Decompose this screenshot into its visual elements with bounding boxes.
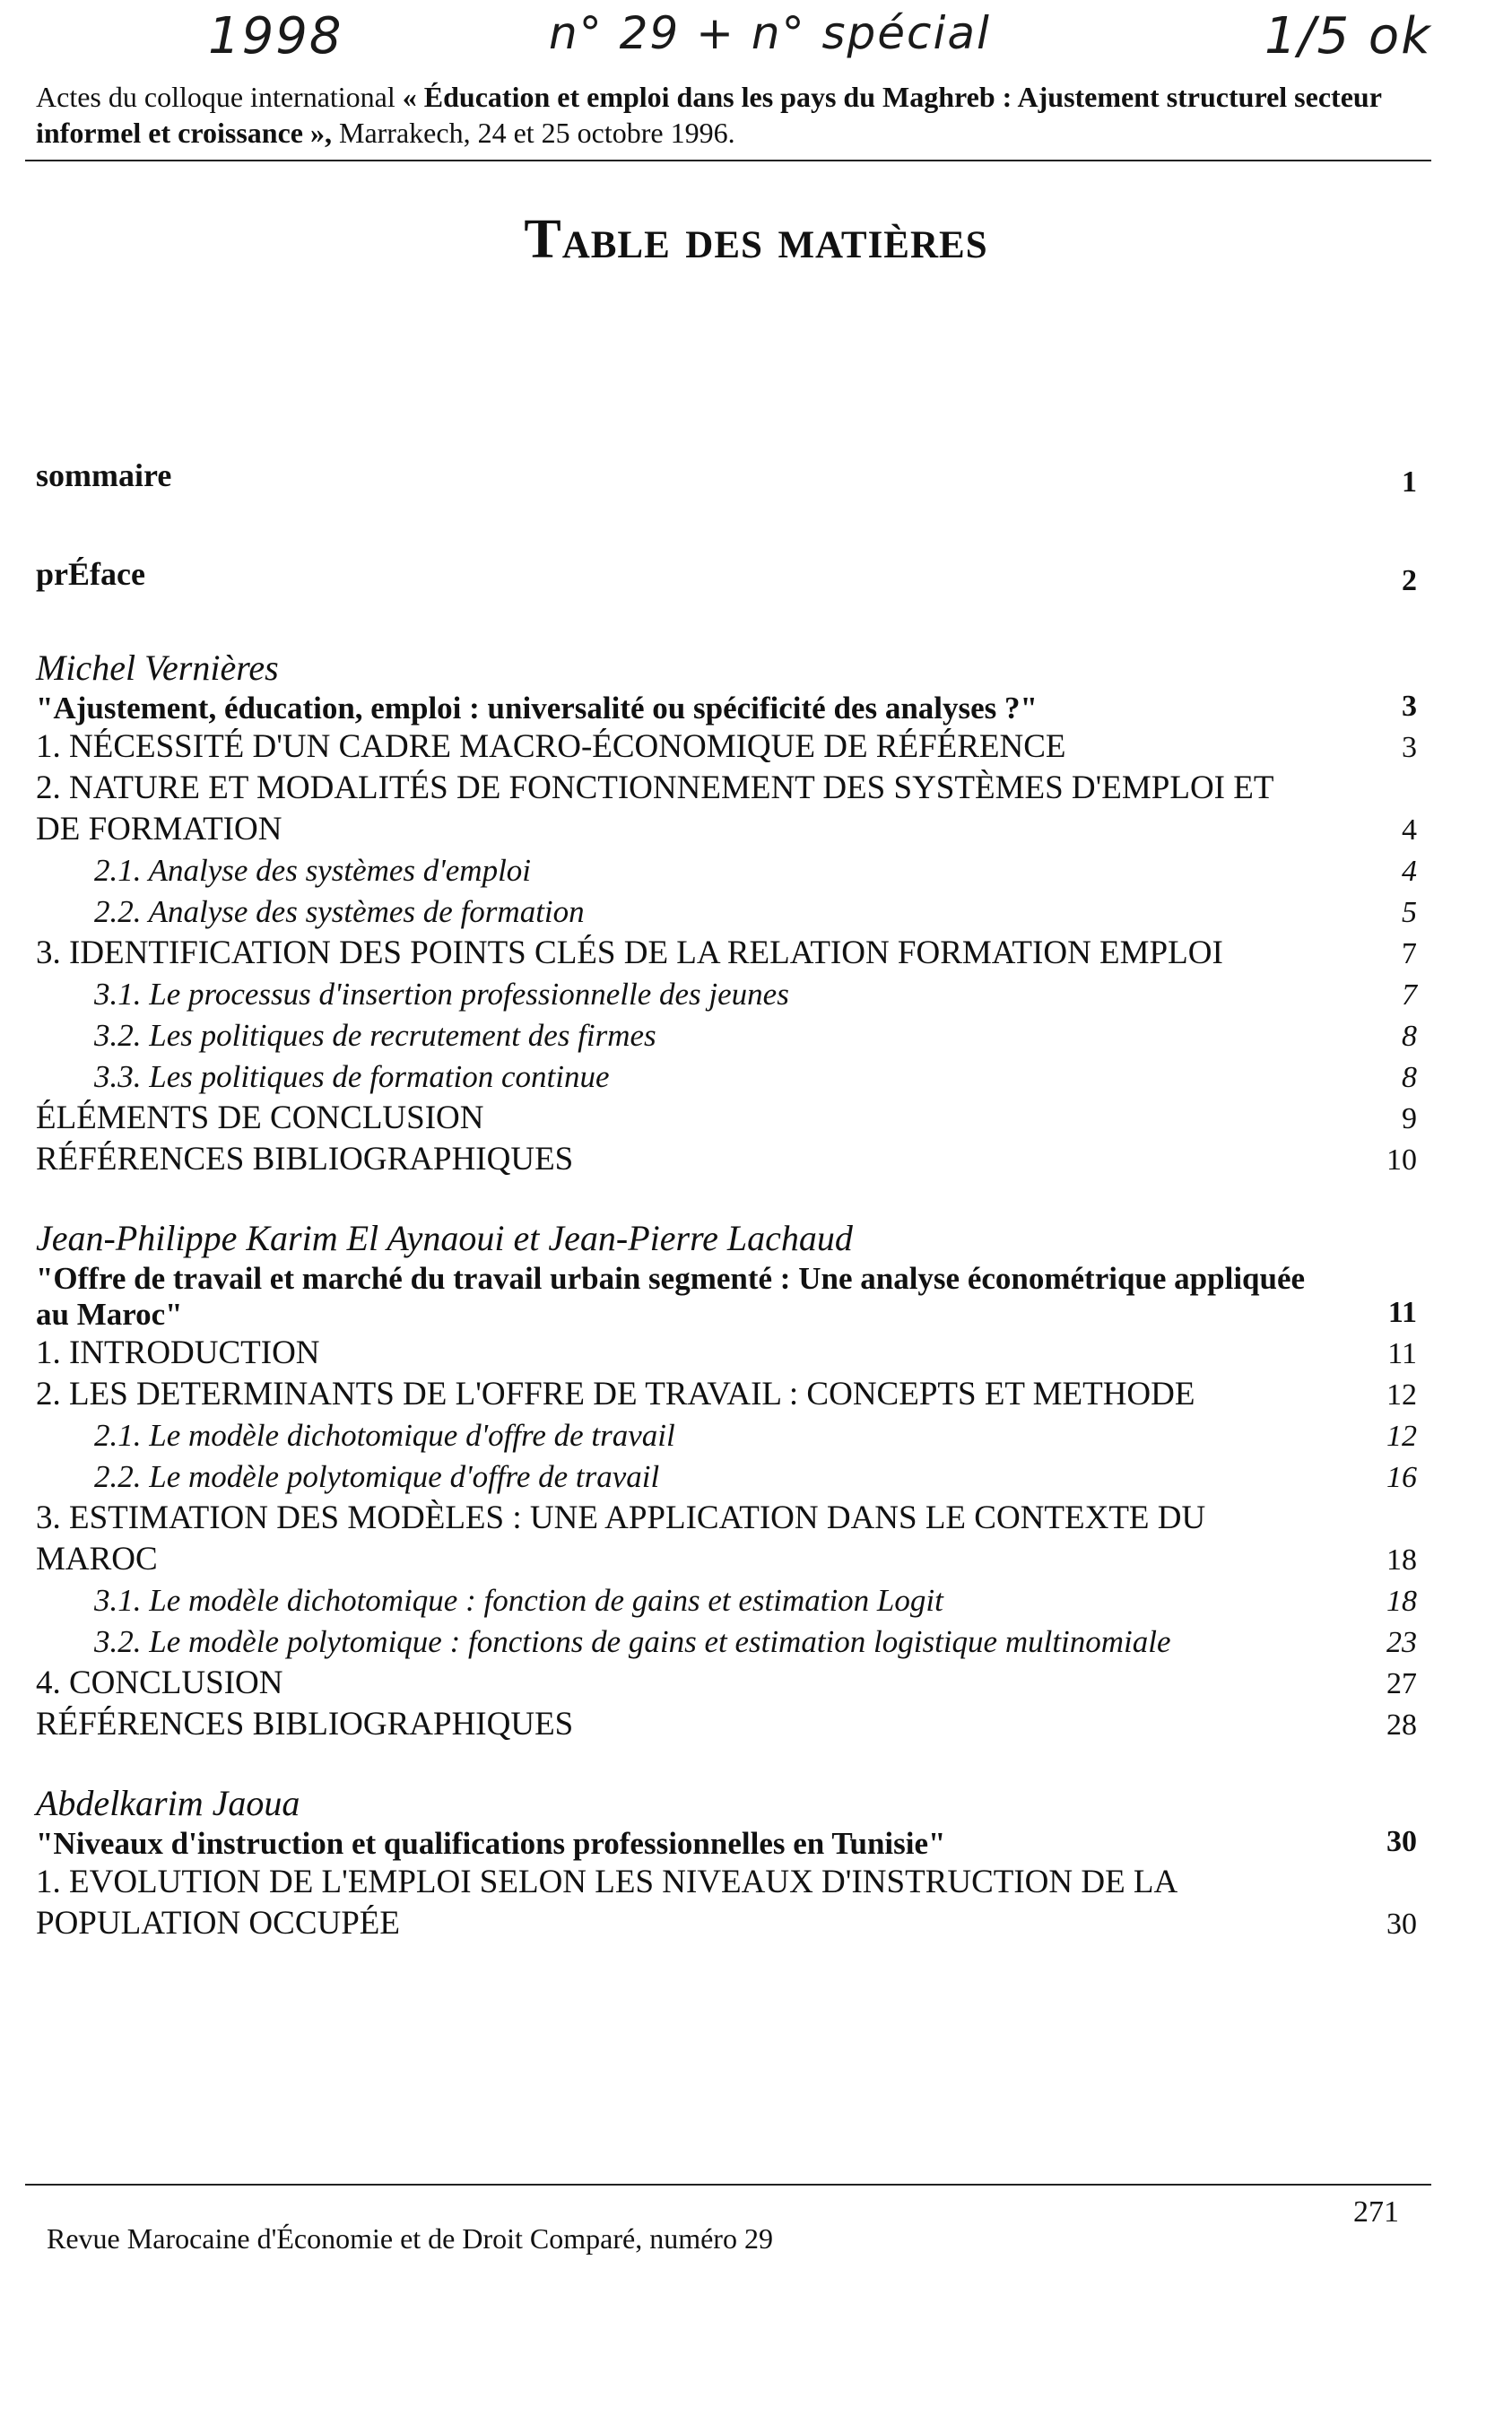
- toc-section: [36, 933, 1426, 974]
- header-rule: [25, 160, 1431, 161]
- header-prefix: Actes du colloque international: [36, 81, 395, 113]
- toc-section-page: 7: [1402, 937, 1417, 970]
- toc-section-page: 18: [1386, 1543, 1417, 1577]
- toc-section-text: 1. INTRODUCTION: [36, 1334, 320, 1371]
- page-number: 271: [1353, 2195, 1399, 2229]
- proceedings-header: [36, 79, 1430, 151]
- toc-subsection-text: 3.1. Le modèle dichotomique : fonction de gains et estimation Logit: [94, 1583, 943, 1618]
- article-title-text: "Offre de travail et marché du travail urbain segmenté : Une analyse économétrique appliquée au Maroc": [36, 1261, 1306, 1332]
- toc-section-text: RÉFÉRENCES BIBLIOGRAPHIQUES: [36, 1141, 574, 1178]
- journal-footer: Revue Marocaine d'Économie et de Droit Comparé, numéro 29: [47, 2222, 773, 2255]
- toc-subsection-page: 8: [1402, 1061, 1417, 1094]
- front-matter-entry-text: sommaire: [36, 457, 172, 493]
- handwritten-note: 1/5 ok: [1264, 7, 1432, 65]
- toc-subsection-page: 7: [1402, 978, 1417, 1012]
- toc-section-text: RÉFÉRENCES BIBLIOGRAPHIQUES: [36, 1706, 574, 1743]
- toc-section: [36, 1498, 1426, 1580]
- toc-section-page: 3: [1402, 731, 1417, 764]
- toc-subsection-page: 23: [1386, 1626, 1417, 1659]
- toc-subsection: [36, 1415, 1426, 1456]
- toc-subsection: [36, 1580, 1426, 1621]
- footer-rule: [25, 2184, 1431, 2186]
- front-matter-entry-page: 1: [1402, 465, 1417, 499]
- toc-section: [36, 1663, 1426, 1704]
- front-matter-entry-text: prÉface: [36, 556, 145, 592]
- article-title-page: 11: [1387, 1296, 1417, 1329]
- toc-section-page: 11: [1387, 1337, 1417, 1370]
- toc-subsection-text: 2.2. Analyse des systèmes de formation: [94, 894, 585, 929]
- header-place-date: Marrakech, 24 et 25 octobre 1996.: [331, 117, 735, 149]
- front-matter-entry: [36, 448, 1426, 502]
- toc-subsection-text: 2.2. Le modèle polytomique d'offre de travail: [94, 1459, 660, 1494]
- toc-section: [36, 726, 1426, 768]
- toc-subsection-page: 4: [1402, 855, 1417, 888]
- article-title: [36, 1261, 1426, 1333]
- toc-subsection: [36, 850, 1426, 891]
- page-title: Table des matières: [524, 209, 988, 270]
- toc-subsection: [36, 1456, 1426, 1498]
- article-title-page: 30: [1386, 1825, 1417, 1858]
- toc-section-text: ÉLÉMENTS DE CONCLUSION: [36, 1100, 484, 1136]
- toc-section-text: 2. NATURE ET MODALITÉS DE FONCTIONNEMENT DES SYSTÈMES D'EMPLOI ET DE FORMATION: [36, 769, 1273, 847]
- toc-subsection-text: 3.2. Le modèle polytomique : fonctions de gains et estimation logistique multinomiale: [94, 1624, 1171, 1659]
- front-matter-entry-page: 2: [1402, 564, 1417, 597]
- front-matter-entry: [36, 547, 1426, 601]
- toc-section-text: 1. NÉCESSITÉ D'UN CADRE MACRO-ÉCONOMIQUE DE RÉFÉRENCE: [36, 728, 1066, 765]
- article-title-text: "Ajustement, éducation, emploi : universalité ou spécificité des analyses ?": [36, 691, 1038, 726]
- toc-subsection-page: 5: [1402, 896, 1417, 929]
- toc-section: [36, 1862, 1426, 1944]
- toc-subsection-page: 18: [1386, 1585, 1417, 1618]
- toc-section-page: 27: [1386, 1667, 1417, 1700]
- toc-subsection-text: 3.2. Les politiques de recrutement des firmes: [94, 1018, 656, 1053]
- toc-subsection-page: 12: [1386, 1420, 1417, 1453]
- toc-section: [36, 1704, 1426, 1745]
- toc-section: [36, 1374, 1426, 1415]
- toc-subsection: [36, 1621, 1426, 1663]
- toc-section-text: 3. IDENTIFICATION DES POINTS CLÉS DE LA RELATION FORMATION EMPLOI: [36, 934, 1223, 971]
- article-author: Jean-Philippe Karim El Aynaoui et Jean-Pierre Lachaud: [36, 1218, 853, 1258]
- toc-section-page: 28: [1386, 1708, 1417, 1742]
- article-title-text: "Niveaux d'instruction et qualifications professionnelles en Tunisie": [36, 1826, 946, 1861]
- toc-section: [36, 768, 1426, 850]
- article-title: [36, 1826, 1426, 1862]
- toc-section-page: 9: [1402, 1102, 1417, 1135]
- toc-subsection: [36, 1015, 1426, 1056]
- table-of-contents: [36, 448, 1426, 1944]
- toc-subsection: [36, 1056, 1426, 1098]
- toc-section-text: 3. ESTIMATION DES MODÈLES : UNE APPLICATION DANS LE CONTEXTE DU MAROC: [36, 1499, 1206, 1578]
- article-title: [36, 691, 1426, 726]
- toc-section-text: 1. EVOLUTION DE L'EMPLOI SELON LES NIVEAUX D'INSTRUCTION DE LA POPULATION OCCUPÉE: [36, 1864, 1177, 1942]
- handwritten-issue: n° 29 + n° spécial: [549, 7, 991, 59]
- toc-subsection: [36, 891, 1426, 933]
- article-title-page: 3: [1402, 690, 1417, 723]
- toc-subsection-text: 2.1. Analyse des systèmes d'emploi: [94, 853, 532, 888]
- toc-section: [36, 1139, 1426, 1180]
- toc-subsection-page: 16: [1386, 1461, 1417, 1494]
- handwritten-year: 1998: [208, 7, 343, 65]
- toc-section-text: 2. LES DETERMINANTS DE L'OFFRE DE TRAVAIL : CONCEPTS ET METHODE: [36, 1376, 1195, 1412]
- toc-section: [36, 1098, 1426, 1139]
- toc-subsection-text: 3.1. Le processus d'insertion professionnelle des jeunes: [94, 977, 789, 1012]
- toc-section-text: 4. CONCLUSION: [36, 1664, 283, 1701]
- header-colloquium-title: « Éducation et emploi dans les pays du Maghreb : Ajustement structurel secteur informel et croissance »,: [36, 81, 1382, 149]
- article-author: Abdelkarim Jaoua: [36, 1783, 300, 1823]
- article-author: Michel Vernières: [36, 648, 279, 688]
- toc-section-page: 12: [1386, 1378, 1417, 1412]
- toc-section-page: 30: [1386, 1908, 1417, 1941]
- toc-subsection: [36, 974, 1426, 1015]
- toc-subsection-text: 2.1. Le modèle dichotomique d'offre de travail: [94, 1418, 675, 1453]
- toc-section-page: 4: [1402, 813, 1417, 847]
- toc-section-page: 10: [1386, 1143, 1417, 1177]
- toc-subsection-page: 8: [1402, 1020, 1417, 1053]
- toc-subsection-text: 3.3. Les politiques de formation continue: [94, 1059, 610, 1094]
- toc-section: [36, 1333, 1426, 1374]
